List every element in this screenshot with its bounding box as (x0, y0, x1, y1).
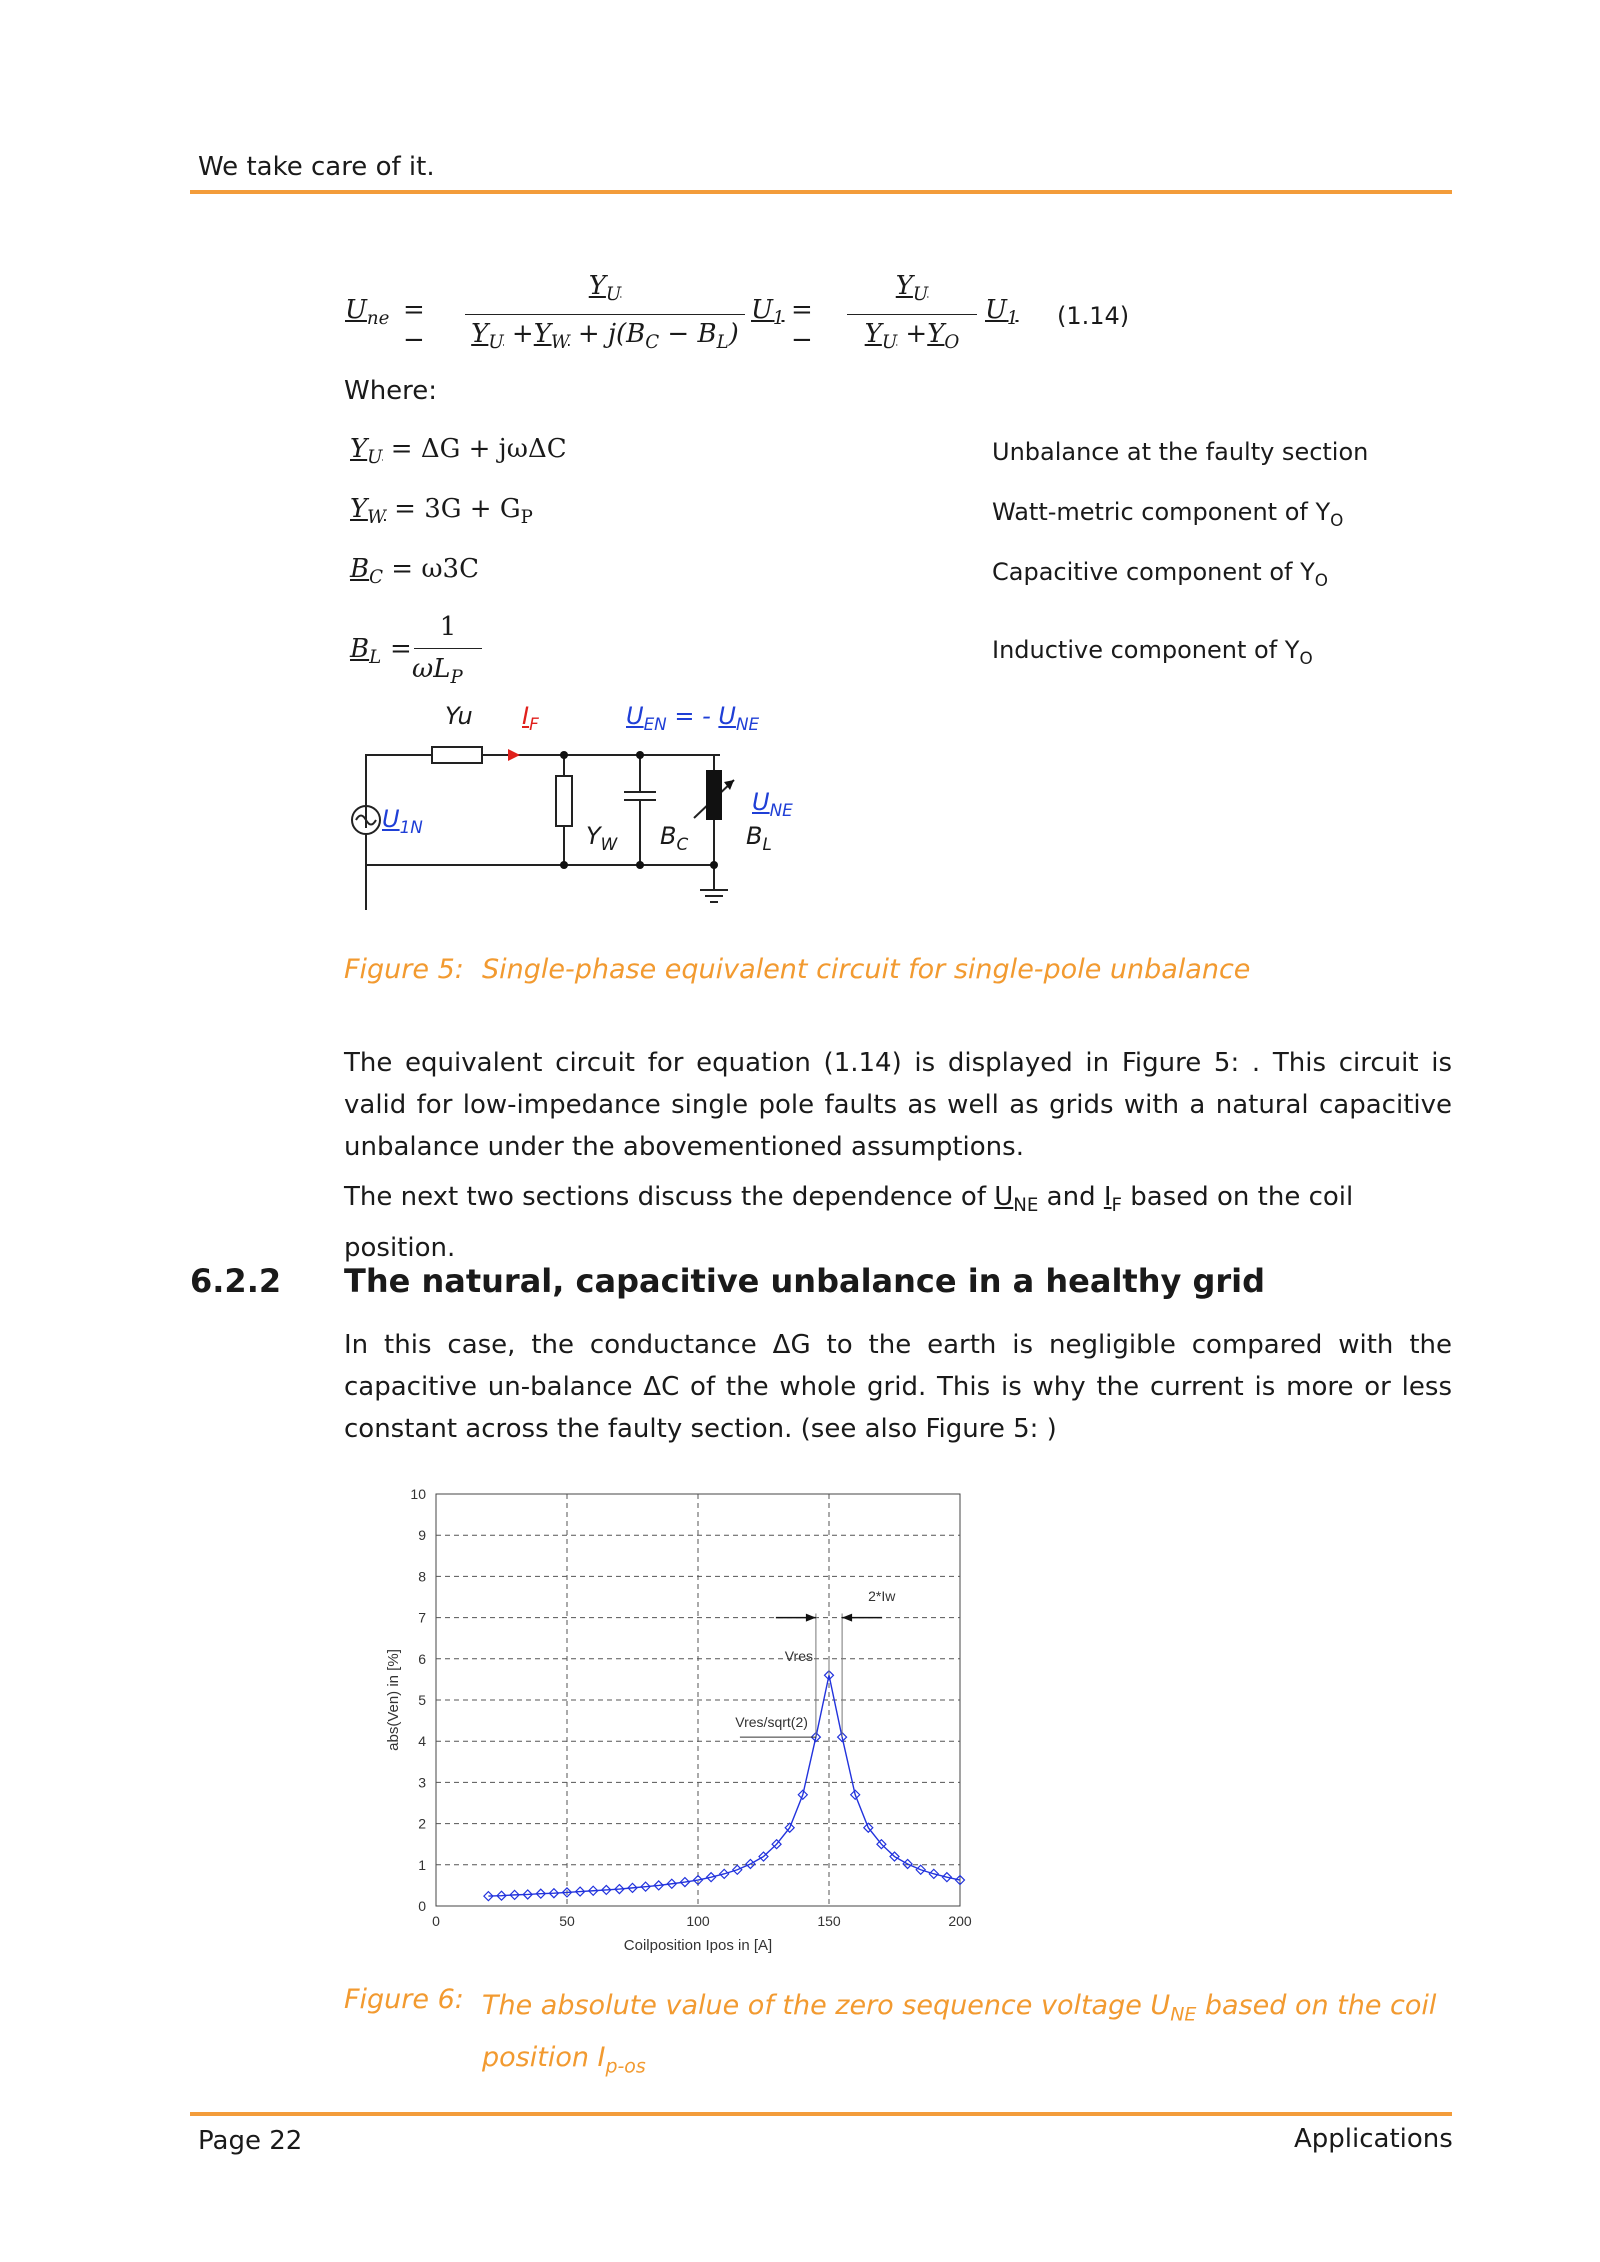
figure6-label: Figure 6: (344, 1984, 464, 2015)
section-title: The natural, capacitive unbalance in a healthy grid (344, 1262, 1266, 1300)
footer-rule (190, 2112, 1452, 2116)
paragraph-natural-unbalance: In this case, the conductance ΔG to the earth is negligible compared with the capacitive un-balance ΔC of the whole grid. This is why the current is more or less constant across the faulty section. (see also Figure 5: ) (344, 1330, 1452, 1444)
label-uen-une: $U_{EN}$ = - $U_{NE}$ (626, 702, 760, 734)
annotation-vres: Vres (784, 1647, 813, 1664)
running-header: We take care of it. (198, 152, 435, 182)
y-tick-label: 9 (418, 1527, 426, 1544)
footer-section: Applications (1294, 2124, 1453, 2154)
label-bc: $B_C$ (660, 822, 689, 854)
definition-yw-desc: Watt-metric component of $Y_O$ (992, 498, 1344, 530)
label-if: $I_F$ (522, 702, 539, 734)
label-bl: $B_L$ (746, 822, 772, 854)
y-tick-label: 8 (418, 1568, 426, 1585)
y-tick-label: 6 (418, 1650, 426, 1667)
x-tick-label: 150 (817, 1913, 841, 1929)
annotation-2iw: 2*Iw (868, 1588, 896, 1605)
x-axis-label: Coilposition Ipos in [A] (623, 1937, 773, 1954)
y-tick-label: 4 (418, 1733, 426, 1750)
figure5-label: Figure 5: (344, 954, 464, 985)
resonance-chart (380, 1480, 1000, 1960)
x-tick-label: 200 (948, 1913, 972, 1929)
equation-number: (1.14) (1057, 302, 1130, 330)
x-tick-label: 0 (432, 1913, 440, 1929)
y-tick-label: 7 (418, 1609, 426, 1626)
header-rule (190, 190, 1452, 194)
label-source-u1n: $U_{1N}$ (382, 805, 423, 837)
definition-bl-desc: Inductive component of $Y_O$ (992, 636, 1313, 668)
definition-yu-desc: Unbalance at the faulty section (992, 438, 1369, 466)
y-tick-label: 2 (418, 1815, 426, 1832)
y-tick-label: 3 (418, 1774, 426, 1791)
definition-yw: $Y_W = 3G + G_P$ (350, 494, 533, 529)
label-yw: $Y_W$ (586, 822, 618, 854)
annotation-vres-sqrt2: Vres/sqrt(2) (735, 1713, 808, 1730)
figure5-title: Single-phase equivalent circuit for single-pole unbalance (482, 954, 1251, 985)
x-tick-label: 100 (686, 1913, 710, 1929)
paragraph-next-sections: The next two sections discuss the dependence of $U_{NE}$ and $I_F$ based on the coil position. (344, 1182, 1354, 1264)
y-tick-label: 0 (418, 1898, 426, 1914)
definition-bc-desc: Capacitive component of $Y_O$ (992, 558, 1328, 590)
x-tick-label: 50 (559, 1913, 575, 1929)
section-number: 6.2.2 (190, 1262, 282, 1300)
y-tick-label: 10 (410, 1486, 426, 1502)
paragraph-equivalent-circuit: The equivalent circuit for equation (1.14) is displayed in Figure 5: . This circuit is valid for low-impedance single pole faults as well as grids with a natural capacitive unbalance under the abovementioned assumptions. (344, 1048, 1452, 1162)
y-axis-label: abs(Ven) in [%] (385, 1649, 402, 1751)
page-number: Page 22 (198, 2126, 303, 2156)
y-tick-label: 5 (418, 1692, 426, 1708)
where-label: Where: (344, 376, 438, 406)
label-yu: Yu (445, 702, 473, 730)
definition-yu: $Y_U = \Delta G + j\omega\Delta C$ (350, 434, 567, 469)
definition-bc: $B_C = \omega 3C$ (350, 554, 479, 589)
y-tick-label: 1 (418, 1856, 426, 1873)
figure6-title: The absolute value of the zero sequence voltage $U_{NE}$ based on the coil position $I_{p-os}$ (482, 1990, 1437, 2078)
label-une-coil: $U_{NE}$ (752, 788, 793, 820)
